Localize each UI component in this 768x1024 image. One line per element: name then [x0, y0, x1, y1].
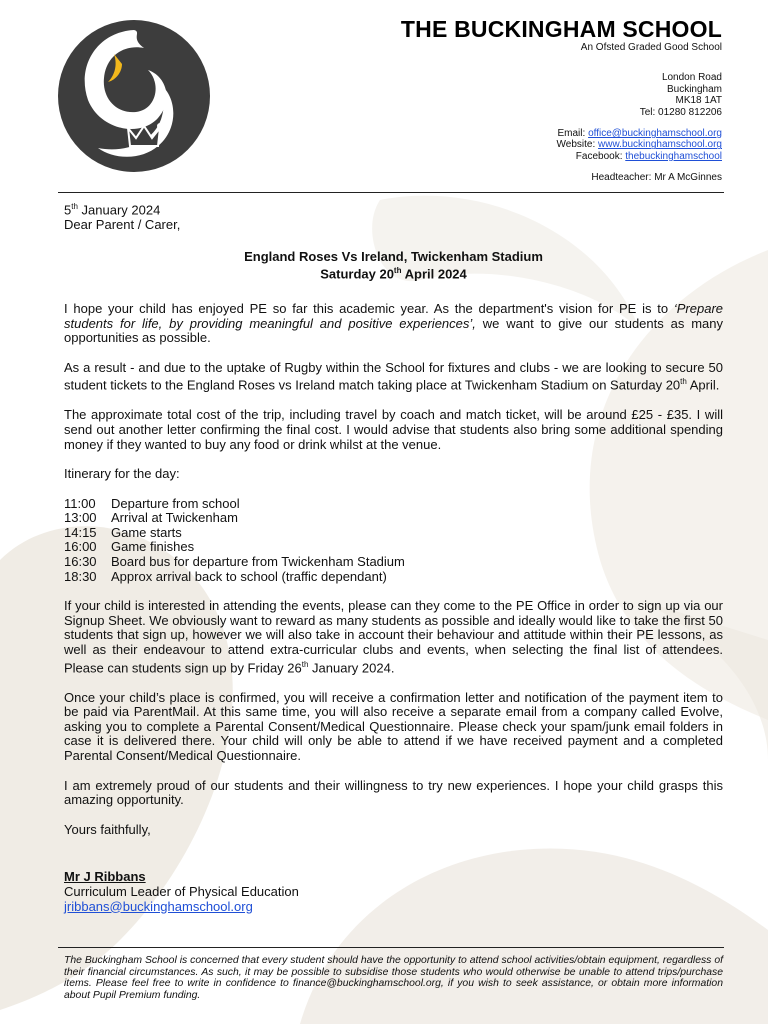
website-link[interactable]: www.buckinghamschool.org [598, 139, 722, 151]
paragraph-closing-remarks: I am extremely proud of our students and their willingness to try new experiences. I hope your child grasps this amazing opportunity. [64, 777, 723, 808]
footer-notice: The Buckingham School is concerned that every student should have the opportunity to attend school activities/obtain equipment, regardless of their financial circumstances. As such, it may be possible to subsidise those students who would otherwise be unable to attend trips/purchase items. Please feel free to write in confidence to finance@buckinghamschool.org, if you wish to seek assistance, or obtain more information about Pupil Premium funding. [64, 955, 723, 1001]
paragraph-signup: If your child is interested in attending the events, please can they come to the PE Office in order to sign up via our Signup Sheet. We obviously want to reward as many students as possible and ideally would like to take the first 50 students that sign up, however we will also take in account their behaviour and attitude within their PE lessons, as well as their endeavour to attend extra-curricular clubs and events, when selecting the final list of attendees. Please can students sign up by Friday 26th January 2024. [64, 598, 723, 675]
facebook-row: Facebook: thebuckinghamschool [575, 150, 722, 162]
website-row: Website: www.buckinghamschool.org [556, 139, 722, 151]
email-link[interactable]: office@buckinghamschool.org [588, 128, 722, 140]
telephone: Tel: 01280 812206 [639, 106, 722, 118]
paragraph-cost: The approximate total cost of the trip, including travel by coach and match ticket, will be around £25 - £35. I will send out another letter confirming the final cost. I would advise that students also bring some additional spending money if they wanted to buy any food or drink whilst at the venue. [64, 407, 723, 452]
paragraph-tickets: As a result - and due to the uptake of Rugby within the School for fixtures and clubs - we are looking to secure 50 student tickets to the England Roses vs Ireland match taking place at Twickenham Stadium on Saturday 20th April. [64, 359, 723, 393]
address-line: Buckingham [666, 83, 722, 95]
school-tagline: An Ofsted Graded Good School [580, 42, 722, 53]
facebook-link[interactable]: thebuckinghamschool [625, 150, 722, 162]
itinerary-title: Itinerary for the day: [64, 466, 180, 482]
letterhead [401, 16, 722, 184]
letter-body [64, 200, 723, 914]
address-line: London Road [661, 72, 722, 84]
signer-role: Curriculum Leader of Physical Education [64, 883, 299, 899]
header-divider [58, 192, 724, 193]
email-row: Email: office@buckinghamschool.org [557, 128, 722, 140]
school-name: THE BUCKINGHAM SCHOOL [400, 16, 722, 42]
itinerary-row: 11:00 Departure from school [64, 495, 240, 511]
closing: Yours faithfully, [64, 821, 151, 837]
headteacher: Headteacher: Mr A McGinnes [591, 172, 722, 184]
itinerary-table [64, 497, 405, 585]
letter-title: England Roses Vs Ireland, Twickenham Stadium Saturday 20th April 2024 [244, 248, 543, 282]
signer-email-link[interactable]: jribbans@buckinghamschool.org [64, 898, 253, 914]
salutation: Dear Parent / Carer, [64, 216, 181, 232]
itinerary-row: 16:30 Board bus for departure from Twickenham Stadium [64, 554, 405, 570]
itinerary-row: 18:30 Approx arrival back to school (traffic dependant) [64, 568, 387, 584]
footer-divider [58, 947, 724, 948]
itinerary-row: 16:00 Game finishes [64, 539, 195, 555]
itinerary-row: 13:00 Arrival at Twickenham [64, 510, 238, 526]
signer-name: Mr J Ribbans [64, 869, 146, 885]
paragraph-intro: I hope your child has enjoyed PE so far this academic year. As the department's vision for PE is to ‘Prepare students for life, by providing meaningful and positive experiences’, we want to give our students as many opportunities as possible. [64, 301, 723, 346]
paragraph-payment: Once your child’s place is confirmed, you will receive a confirmation letter and notification of the payment item to be paid via ParentMail. At this same time, you will also receive a separate email from a company called Evolve, asking you to complete a Parental Consent/Medical Questionnaire. Please check your spam/junk email folders in case it is delivered there. Your child will only be able to attend if we have received payment and a completed Parental Consent/Medical Questionnaire. [64, 689, 723, 763]
school-logo-swan-icon [58, 20, 210, 172]
address-line: MK18 1AT [675, 95, 722, 107]
letter-date: 5th January 2024 [64, 202, 161, 218]
itinerary-row: 14:15 Game starts [64, 524, 182, 540]
